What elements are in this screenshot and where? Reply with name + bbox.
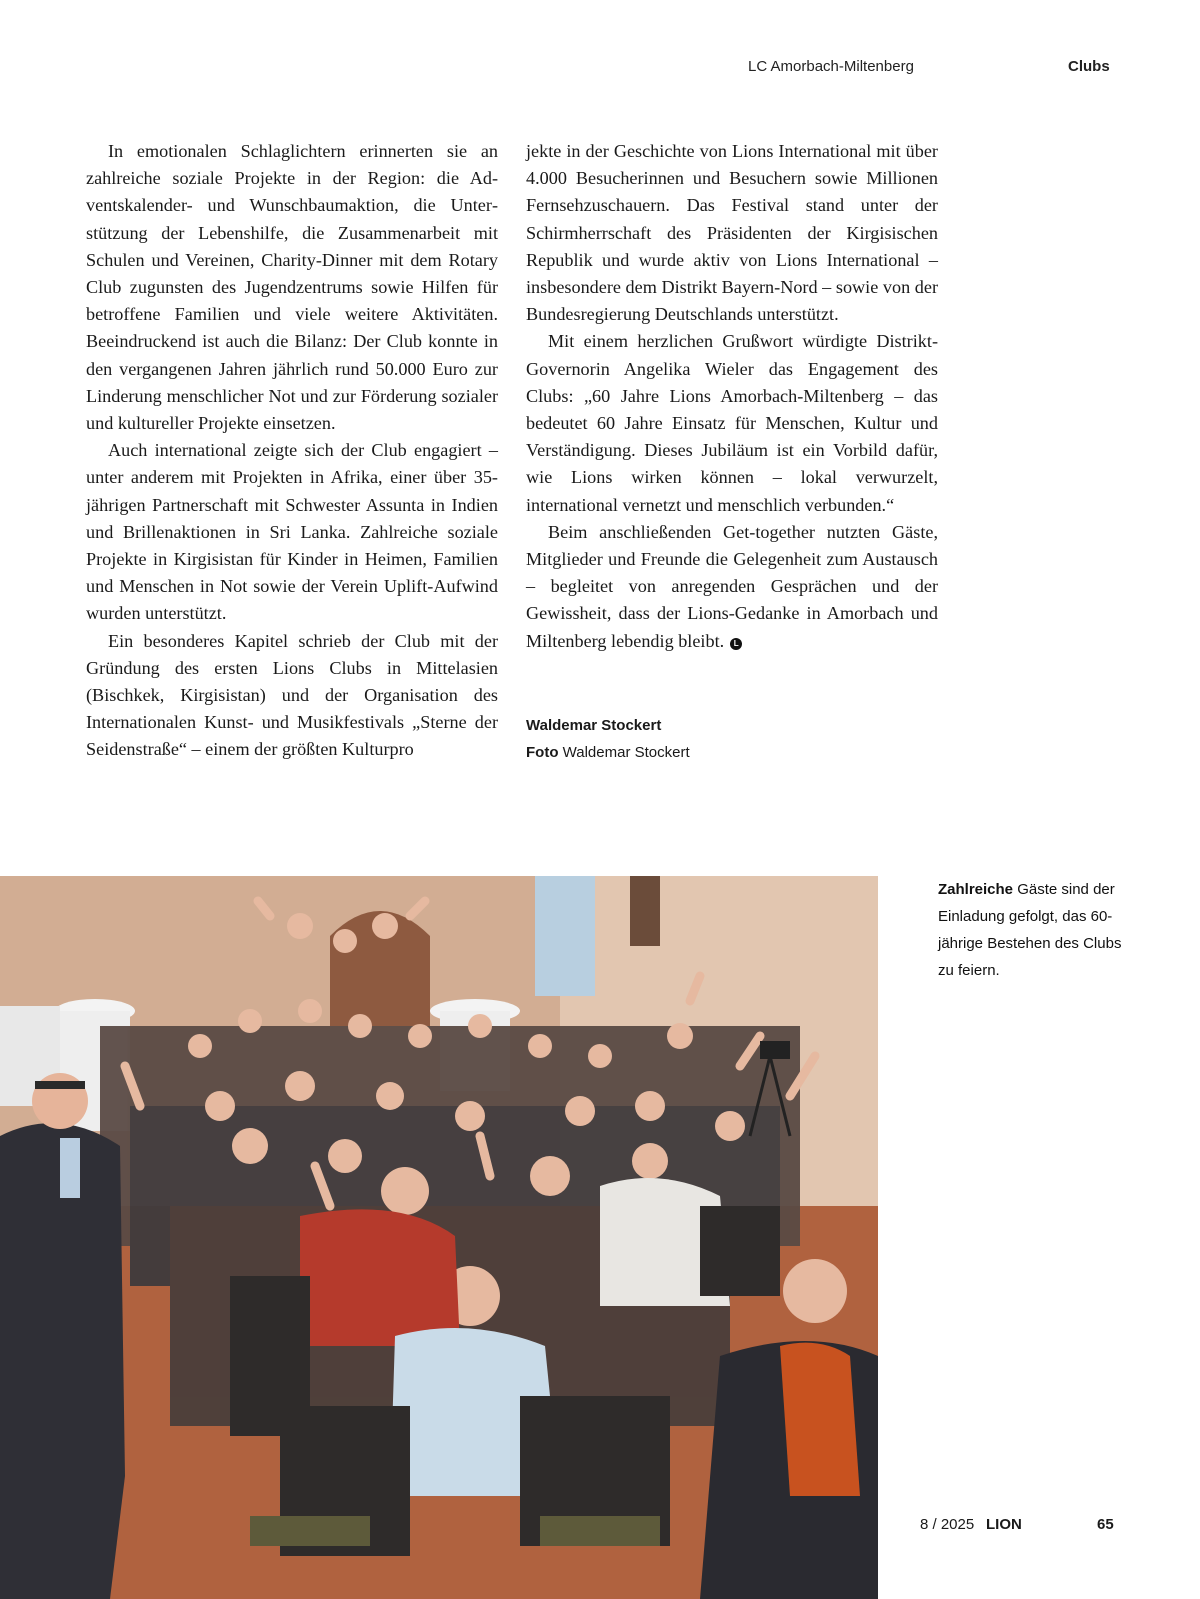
- photo-credit-name: Waldemar Stockert: [562, 744, 690, 761]
- article-label: LC Amorbach-Miltenberg: [748, 58, 914, 75]
- paragraph-last: [526, 519, 938, 655]
- paragraph: Auch international zeigte sich der Club engagiert – unter anderem mit Projekten in Afrika, einer über 35-jährigen Partnerschaft mit Schwester Assunta in Indien und Brillenaktionen in Sri Lanka. Zahlreiche soziale Projekte in Kirgisistan für Kinder in Heimen, Familien und Menschen in Not sowie der Verein Uplift-Aufwind wurden unterstützt.: [86, 440, 498, 624]
- event-photo-illustration: [0, 876, 878, 1599]
- paragraph: In emotionalen Schlaglichtern erinnerten sie an zahlreiche soziale Projekte in der Region: die Adventskalender- und Wunschbaumaktion, die Unterstützung der Lebenshilfe, die Zusammenarbeit mit Schulen und Vereinen, Charity-Dinner mit dem Rotary Club zugunsten des Jugendzentrums sowie Hilfen für betroffene Familien und viele weitere Aktivitäten. Beeindruckend ist auch die Bilanz: Der Club konnte in den vergangenen Jahren jährlich rund 50.000 Euro zur Linderung menschlicher Not und zur Förderung sozialer und kultureller Projekte einsetzen.: [86, 141, 498, 434]
- photo-caption: [938, 876, 1138, 984]
- section-label: Clubs: [1068, 58, 1110, 75]
- caption-text: Gäste sind der Einladung gefolgt, das 60-jährige Bestehen des Clubs zu feiern.: [938, 881, 1122, 979]
- byline: [526, 712, 690, 766]
- left-text-column: [86, 138, 498, 764]
- right-text-column: [526, 138, 938, 655]
- paragraph-text: Beim anschließenden Get-together nutzten Gäste, Mitglieder und Freunde die Gelegenheit zum Austausch – begleitet von anregenden Gesprächen und der Gewissheit, dass der Lions-Gedanke in Amorbach und Miltenberg lebendig bleibt.: [526, 521, 938, 651]
- author-name: Waldemar Stockert: [526, 717, 662, 734]
- paragraph: Ein besonderes Kapitel schrieb der Club mit der Gründung des ersten Lions Clubs in Mittelasien (Bischkek, Kirgisistan) und der Organisation des Internationalen Kunst- und Musikfestivals „Sterne der Seidenstraße“ – einem der größten Kulturpro: [86, 630, 498, 760]
- running-head: [0, 58, 1200, 78]
- caption-lead: Zahlreiche: [938, 881, 1014, 898]
- paragraph: Mit einem herzlichen Grußwort würdigte Distrikt-Governorin Angelika Wieler das Engagement des Clubs: „60 Jahre Lions Amorbach-Miltenberg – das bedeutet 60 Jahre Einsatz für Menschen, Kultur und Verständigung. Dieses Jubiläum ist ein Vorbild dafür, wie Lions wirken können – lokal verwurzelt, international vernetzt und menschlich verbunden.“: [526, 331, 938, 515]
- lions-end-mark-icon: L: [730, 638, 742, 650]
- photo-credit: [526, 739, 690, 766]
- event-photo: [0, 876, 878, 1599]
- photo-credit-label: Foto: [526, 744, 559, 761]
- issue-number: 8 / 2025: [920, 1516, 975, 1533]
- paragraph-continuation: jekte in der Geschichte von Lions International mit über 4.000 Besucherinnen und Besuchern sowie Millionen Fernsehzuschauern. Das Festival stand unter der Schirmherrschaft des Präsidenten der Kirgisischen Republik und wurde aktiv von Lions International – insbesondere dem Distrikt Bayern-Nord – sowie von der Bundesregierung Deutschlands unterstützt.: [526, 141, 938, 325]
- page-number: 65: [1097, 1516, 1114, 1533]
- magazine-name: LION: [986, 1516, 1022, 1533]
